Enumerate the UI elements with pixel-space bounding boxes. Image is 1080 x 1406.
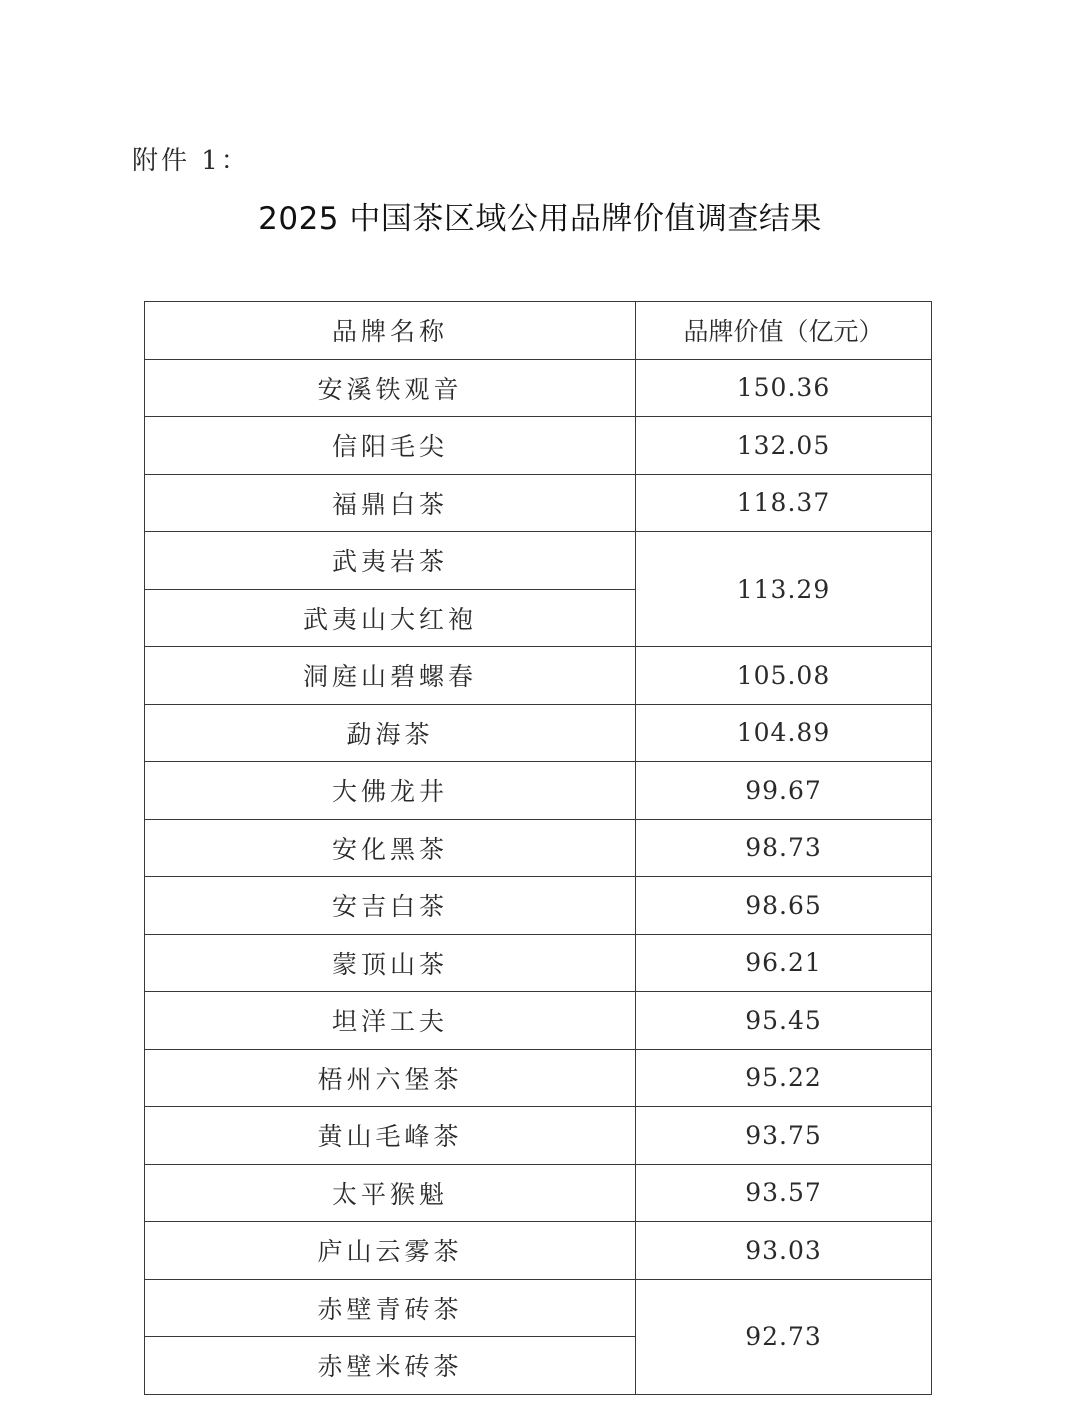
- table-row: [145, 762, 932, 820]
- brand-name-cell: 大佛龙井: [145, 762, 636, 820]
- brand-value-cell: 95.22: [636, 1049, 932, 1107]
- brand-value-cell: 98.73: [636, 819, 932, 877]
- table-row: [145, 474, 932, 532]
- brand-value-cell: 92.73: [636, 1279, 932, 1394]
- attachment-label: 附件 1：: [132, 146, 250, 176]
- brand-value-cell: 132.05: [636, 417, 932, 475]
- table-row: [145, 1164, 932, 1222]
- table-row: [145, 992, 932, 1050]
- table-row: [145, 819, 932, 877]
- table-row: [145, 359, 932, 417]
- brand-name-cell: 太平猴魁: [145, 1164, 636, 1222]
- table-row: [145, 877, 932, 935]
- brand-value-cell: 99.67: [636, 762, 932, 820]
- table-body: [145, 359, 932, 1394]
- brand-name-cell: 信阳毛尖: [145, 417, 636, 475]
- brand-name-cell: 安化黑茶: [145, 819, 636, 877]
- brand-name-cell: 洞庭山碧螺春: [145, 647, 636, 705]
- brand-name-cell: 赤壁青砖茶: [145, 1279, 636, 1337]
- brand-name-cell: 安吉白茶: [145, 877, 636, 935]
- table-row: [145, 934, 932, 992]
- header-brand-value: 品牌价值（亿元）: [636, 302, 932, 360]
- page-title: 2025 中国茶区域公用品牌价值调查结果: [258, 201, 822, 237]
- brand-value-cell: 113.29: [636, 532, 932, 647]
- table-row: [145, 532, 932, 590]
- brand-value-cell: 150.36: [636, 359, 932, 417]
- brand-name-cell: 赤壁米砖茶: [145, 1337, 636, 1395]
- brand-name-cell: 武夷山大红袍: [145, 589, 636, 647]
- brand-value-cell: 95.45: [636, 992, 932, 1050]
- header-brand-name: 品牌名称: [145, 302, 636, 360]
- table-row: [145, 647, 932, 705]
- table-row: [145, 417, 932, 475]
- brand-name-cell: 福鼎白茶: [145, 474, 636, 532]
- brand-value-cell: 98.65: [636, 877, 932, 935]
- table-row: [145, 1222, 932, 1280]
- table-header-row: [145, 302, 932, 360]
- brand-name-cell: 蒙顶山茶: [145, 934, 636, 992]
- table-row: [145, 1049, 932, 1107]
- brand-value-cell: 93.75: [636, 1107, 932, 1165]
- brand-name-cell: 黄山毛峰茶: [145, 1107, 636, 1165]
- brand-value-cell: 96.21: [636, 934, 932, 992]
- brand-name-cell: 梧州六堡茶: [145, 1049, 636, 1107]
- brand-name-cell: 坦洋工夫: [145, 992, 636, 1050]
- brand-name-cell: 庐山云雾茶: [145, 1222, 636, 1280]
- brand-value-cell: 93.57: [636, 1164, 932, 1222]
- table-row: [145, 1279, 932, 1337]
- brand-value-cell: 118.37: [636, 474, 932, 532]
- table-row: [145, 1107, 932, 1165]
- table-row: [145, 704, 932, 762]
- brand-value-table: [144, 301, 932, 1395]
- brand-name-cell: 武夷岩茶: [145, 532, 636, 590]
- brand-name-cell: 安溪铁观音: [145, 359, 636, 417]
- brand-value-cell: 104.89: [636, 704, 932, 762]
- brand-value-cell: 93.03: [636, 1222, 932, 1280]
- brand-name-cell: 勐海茶: [145, 704, 636, 762]
- brand-value-cell: 105.08: [636, 647, 932, 705]
